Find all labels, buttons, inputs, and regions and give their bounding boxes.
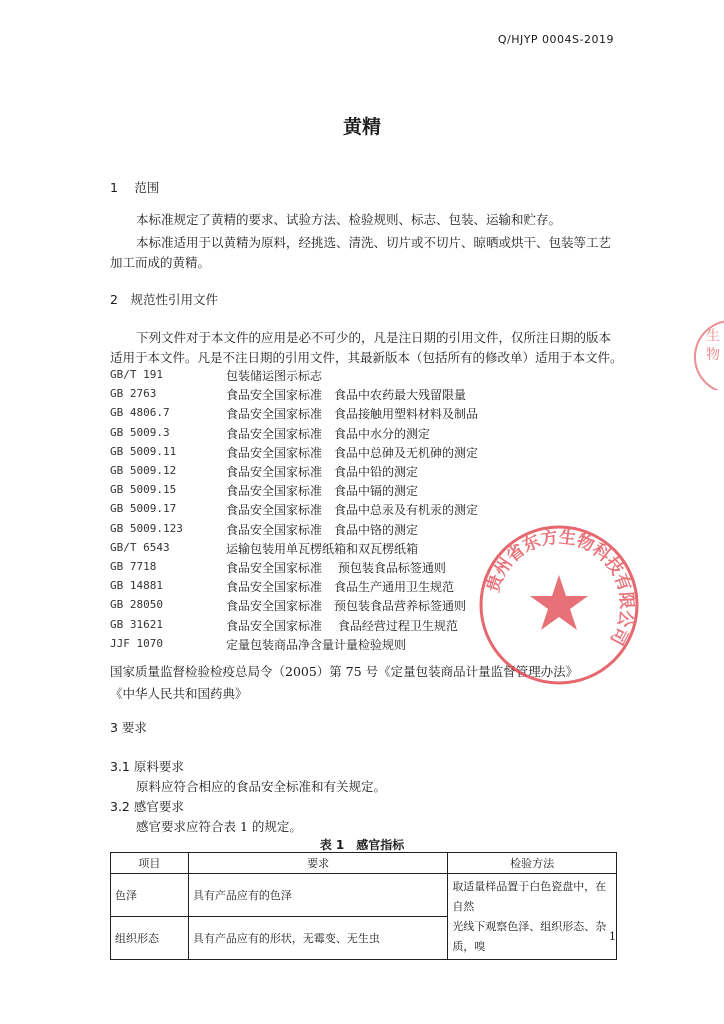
- reference-title: 食品安全国家标准 食品中水分的测定: [226, 426, 431, 441]
- reference-code: GB 4806.7: [110, 406, 170, 420]
- reference-title: 食品安全国家标准 食品中铅的测定: [226, 465, 419, 479]
- method-line-1: 取适量样品置于白色瓷盘中，在自然: [452, 880, 607, 913]
- reference-title: 食品安全国家标准 食品经营过程卫生规范: [226, 618, 458, 633]
- reference-title: 食品安全国家标准 食品生产通用卫生规范: [226, 580, 455, 595]
- reference-title: 包装储运图示标志: [226, 369, 323, 383]
- reference-title: 食品安全国家标准 食品中总砷及无机砷的测定: [226, 445, 479, 460]
- reference-code: GB 31621: [110, 617, 163, 631]
- reference-code: GB 28050: [110, 598, 163, 612]
- reference-code: GB 5009.123: [110, 521, 183, 535]
- section-3-1-text: 原料应符合相应的食品安全标准和有关规定。: [136, 779, 387, 794]
- reference-code: GB/T 191: [110, 368, 163, 381]
- section-3-2-text: 感官要求应符合表 1 的规定。: [136, 819, 302, 834]
- reference-title: 运输包装用单瓦楞纸箱和双瓦楞纸箱: [226, 541, 419, 556]
- reference-code: GB 5009.12: [110, 464, 177, 477]
- scope-paragraph-2-line-1: 本标准适用于以黄精为原料，经挑选、清洗、切片或不切片、晾晒或烘干、包装等工艺: [136, 235, 612, 250]
- normative-intro-line-1: 下列文件对于本文件的应用是必不可少的，凡是注日期的引用文件，仅所注日期的版本: [136, 330, 612, 345]
- method-line-2: 光线下观察色泽、组织形态、杂质，嗅: [452, 920, 607, 953]
- section-1-heading: 1 范围: [110, 180, 160, 195]
- table-row: [111, 874, 617, 917]
- reference-code: GB 5009.15: [110, 483, 177, 497]
- reference-code: GB/T 6543: [110, 540, 170, 554]
- seal-edge-fragment: [688, 310, 724, 390]
- reference-title: 食品安全国家标准 食品接触用塑料材料及制品: [226, 407, 479, 422]
- normative-intro-line-2: 适用于本文件。凡是不注日期的引用文件，其最新版本（包括所有的修改单）适用于本文件。: [110, 350, 623, 365]
- seal-edge-text: 生 物: [704, 328, 720, 361]
- scope-paragraph-2-line-2: 加工而成的黄精。: [110, 255, 211, 270]
- reference-code: GB 5009.11: [110, 444, 177, 458]
- scope-paragraph-1: 本标准规定了黄精的要求、试验方法、检验规则、标志、包装、运输和贮存。: [136, 212, 562, 227]
- reference-code: GB 5009.17: [110, 502, 177, 516]
- reference-title: 食品安全国家标准 预包装食品标签通则: [226, 561, 446, 575]
- reference-title: 食品安全国家标准 食品中农药最大残留限量: [226, 388, 467, 403]
- section-3-2-heading: 3.2 感官要求: [110, 799, 184, 814]
- section-3-heading: 3 要求: [110, 720, 147, 735]
- reference-code: GB 14881: [110, 579, 163, 593]
- reference-title: 食品安全国家标准 预包装食品营养标签通则: [226, 599, 467, 614]
- reference-code: GB 7718: [110, 560, 157, 573]
- table-header-row: [111, 853, 617, 874]
- section-2-heading: 2 规范性引用文件: [110, 292, 218, 307]
- row-requirement: 具有产品应有的形状，无霉变、无生虫: [188, 917, 447, 960]
- row-item: 组织形态: [111, 917, 189, 960]
- seal-text-path: 贵州省东方生物科技有限公司: [483, 527, 637, 648]
- reference-code: JJF 1070: [110, 636, 163, 650]
- row-method: [448, 874, 617, 960]
- regulation-reference: 国家质量监督检验检疫总局令（2005）第 75 号《定量包装商品计量监督管理办法》: [110, 664, 579, 679]
- table-caption: 表 1 感官指标: [319, 838, 405, 852]
- pharmacopoeia-reference: 《中华人民共和国药典》: [110, 686, 248, 701]
- row-requirement: 具有产品应有的色泽: [188, 874, 447, 917]
- seal-star: [530, 575, 588, 630]
- standard-code: Q/HJYP 0004S-2019: [497, 33, 614, 46]
- reference-title: 食品安全国家标准 食品中总汞及有机汞的测定: [226, 503, 479, 518]
- reference-title: 食品安全国家标准 食品中镉的测定: [226, 484, 419, 499]
- reference-title: 食品安全国家标准 食品中铬的测定: [226, 522, 419, 537]
- table-header-requirement: 要求: [188, 853, 447, 874]
- row-item: 色泽: [111, 874, 189, 917]
- section-3-1-heading: 3.1 原料要求: [110, 759, 184, 774]
- reference-code: GB 5009.3: [110, 425, 170, 439]
- company-seal: [474, 520, 644, 690]
- reference-title: 定量包装商品净含量计量检验规则: [226, 637, 407, 652]
- page-number: 1: [609, 930, 616, 943]
- sensory-table: [110, 852, 617, 960]
- table-header-item: 项目: [111, 853, 189, 874]
- reference-code: GB 2763: [110, 387, 157, 401]
- document-title: 黄精: [342, 116, 381, 138]
- table-header-method: 检验方法: [448, 853, 617, 874]
